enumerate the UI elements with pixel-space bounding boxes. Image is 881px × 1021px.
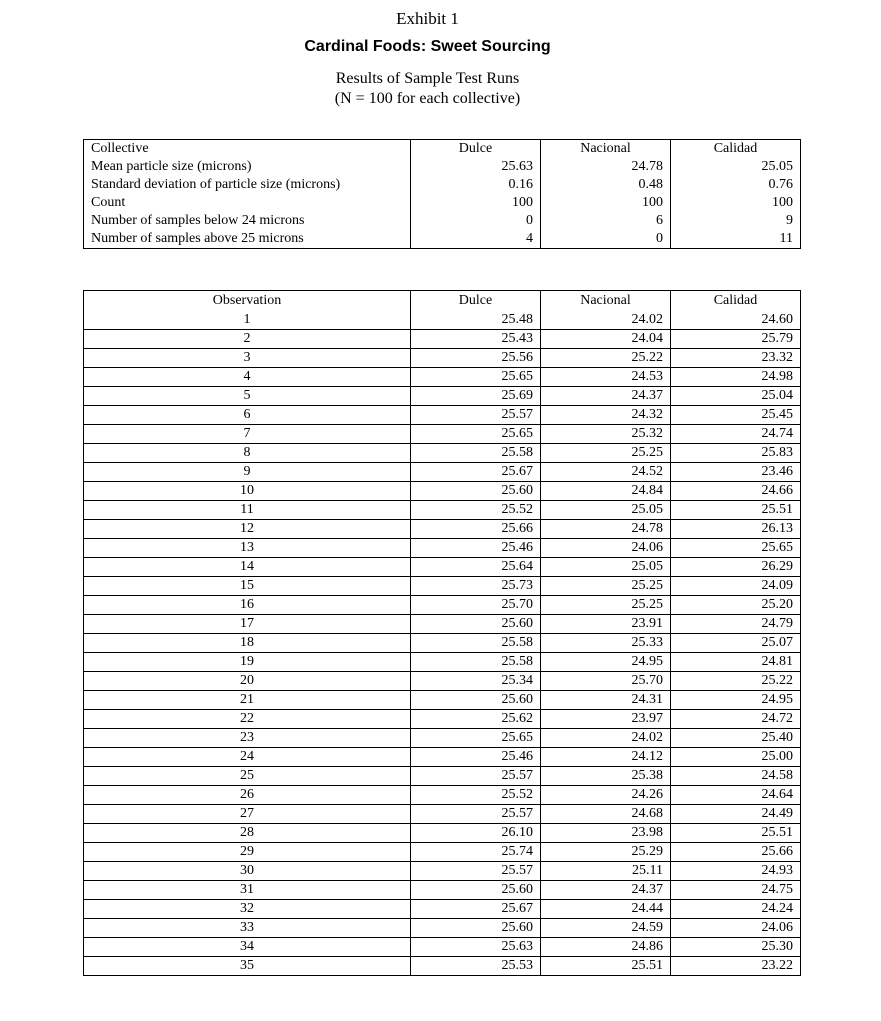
nacional-value: 24.26 — [541, 786, 671, 805]
observation-number: 7 — [84, 425, 411, 444]
calidad-value: 24.66 — [671, 482, 801, 501]
table-row — [84, 786, 801, 805]
calidad-value: 24.79 — [671, 615, 801, 634]
table-row — [84, 653, 801, 672]
table-row — [84, 520, 801, 539]
nacional-value: 25.05 — [541, 558, 671, 577]
nacional-value: 25.22 — [541, 349, 671, 368]
table-row — [84, 634, 801, 653]
summary-value-dulce: 25.63 — [411, 158, 541, 176]
summary-row-label: Number of samples below 24 microns — [84, 212, 411, 230]
nacional-value: 24.31 — [541, 691, 671, 710]
calidad-value: 24.74 — [671, 425, 801, 444]
dulce-value: 25.43 — [411, 330, 541, 349]
summary-value-dulce: 0.16 — [411, 176, 541, 194]
calidad-value: 25.40 — [671, 729, 801, 748]
nacional-value: 24.52 — [541, 463, 671, 482]
dulce-value: 25.63 — [411, 938, 541, 957]
calidad-value: 26.29 — [671, 558, 801, 577]
summary-value-dulce: 100 — [411, 194, 541, 212]
dulce-value: 25.60 — [411, 615, 541, 634]
observation-number: 26 — [84, 786, 411, 805]
calidad-value: 24.60 — [671, 311, 801, 330]
summary-value-nacional: 0.48 — [541, 176, 671, 194]
observation-number: 19 — [84, 653, 411, 672]
dulce-value: 25.57 — [411, 767, 541, 786]
summary-value-dulce: 0 — [411, 212, 541, 230]
calidad-value: 24.24 — [671, 900, 801, 919]
calidad-value: 23.22 — [671, 957, 801, 976]
table-row — [84, 938, 801, 957]
observation-number: 9 — [84, 463, 411, 482]
calidad-value: 25.07 — [671, 634, 801, 653]
summary-header-dulce: Dulce — [411, 140, 541, 159]
dulce-value: 25.66 — [411, 520, 541, 539]
table-row — [84, 596, 801, 615]
nacional-value: 24.84 — [541, 482, 671, 501]
table-row — [84, 729, 801, 748]
summary-row — [84, 212, 801, 230]
observations-header-row — [84, 291, 801, 312]
calidad-value: 26.13 — [671, 520, 801, 539]
summary-row — [84, 194, 801, 212]
summary-value-nacional: 24.78 — [541, 158, 671, 176]
table-row — [84, 311, 801, 330]
observation-number: 34 — [84, 938, 411, 957]
dulce-value: 25.56 — [411, 349, 541, 368]
nacional-value: 24.44 — [541, 900, 671, 919]
summary-row — [84, 176, 801, 194]
dulce-value: 25.46 — [411, 748, 541, 767]
table-row — [84, 577, 801, 596]
dulce-value: 25.64 — [411, 558, 541, 577]
observation-number: 8 — [84, 444, 411, 463]
observation-number: 20 — [84, 672, 411, 691]
dulce-value: 25.57 — [411, 805, 541, 824]
summary-row-label: Count — [84, 194, 411, 212]
summary-value-calidad: 0.76 — [671, 176, 801, 194]
subtitle-line-1: Results of Sample Test Runs — [335, 70, 520, 87]
nacional-value: 25.33 — [541, 634, 671, 653]
calidad-value: 24.06 — [671, 919, 801, 938]
observation-number: 3 — [84, 349, 411, 368]
observation-number: 25 — [84, 767, 411, 786]
summary-table — [83, 139, 801, 249]
calidad-value: 24.09 — [671, 577, 801, 596]
summary-row-label: Standard deviation of particle size (microns) — [84, 176, 411, 194]
nacional-value: 24.37 — [541, 881, 671, 900]
summary-value-calidad: 11 — [671, 230, 801, 249]
observation-number: 10 — [84, 482, 411, 501]
observation-number: 33 — [84, 919, 411, 938]
nacional-value: 24.37 — [541, 387, 671, 406]
table-row — [84, 672, 801, 691]
calidad-value: 24.64 — [671, 786, 801, 805]
dulce-value: 25.62 — [411, 710, 541, 729]
summary-row-label: Number of samples above 25 microns — [84, 230, 411, 249]
summary-header-label: Collective — [84, 140, 411, 159]
table-row — [84, 330, 801, 349]
calidad-value: 25.22 — [671, 672, 801, 691]
dulce-value: 25.60 — [411, 482, 541, 501]
table-row — [84, 558, 801, 577]
nacional-value: 23.91 — [541, 615, 671, 634]
dulce-value: 25.60 — [411, 881, 541, 900]
nacional-value: 24.86 — [541, 938, 671, 957]
dulce-value: 25.57 — [411, 862, 541, 881]
dulce-value: 25.57 — [411, 406, 541, 425]
nacional-value: 24.32 — [541, 406, 671, 425]
table-row — [84, 900, 801, 919]
summary-value-calidad: 25.05 — [671, 158, 801, 176]
nacional-value: 24.12 — [541, 748, 671, 767]
observation-number: 16 — [84, 596, 411, 615]
dulce-value: 26.10 — [411, 824, 541, 843]
observations-header-dulce: Dulce — [411, 291, 541, 312]
nacional-value: 25.32 — [541, 425, 671, 444]
calidad-value: 25.66 — [671, 843, 801, 862]
dulce-value: 25.34 — [411, 672, 541, 691]
nacional-value: 25.25 — [541, 596, 671, 615]
summary-value-nacional: 0 — [541, 230, 671, 249]
nacional-value: 24.06 — [541, 539, 671, 558]
table-row — [84, 406, 801, 425]
observations-header-calidad: Calidad — [671, 291, 801, 312]
observation-number: 5 — [84, 387, 411, 406]
observation-number: 29 — [84, 843, 411, 862]
observation-number: 22 — [84, 710, 411, 729]
table-row — [84, 843, 801, 862]
calidad-value: 23.32 — [671, 349, 801, 368]
table-row — [84, 710, 801, 729]
subtitle-line-2: (N = 100 for each collective) — [334, 90, 521, 107]
calidad-value: 25.51 — [671, 501, 801, 520]
observation-number: 21 — [84, 691, 411, 710]
observations-table — [83, 290, 801, 976]
summary-row-label: Mean particle size (microns) — [84, 158, 411, 176]
calidad-value: 25.65 — [671, 539, 801, 558]
dulce-value: 25.65 — [411, 729, 541, 748]
table-row — [84, 919, 801, 938]
nacional-value: 24.02 — [541, 311, 671, 330]
table-row — [84, 862, 801, 881]
table-row — [84, 805, 801, 824]
dulce-value: 25.60 — [411, 691, 541, 710]
dulce-value: 25.58 — [411, 634, 541, 653]
dulce-value: 25.67 — [411, 900, 541, 919]
summary-row — [84, 230, 801, 249]
nacional-value: 25.11 — [541, 862, 671, 881]
table-row — [84, 539, 801, 558]
calidad-value: 24.81 — [671, 653, 801, 672]
table-row — [84, 482, 801, 501]
dulce-value: 25.46 — [411, 539, 541, 558]
dulce-value: 25.73 — [411, 577, 541, 596]
calidad-value: 24.95 — [671, 691, 801, 710]
table-row — [84, 881, 801, 900]
table-row — [84, 444, 801, 463]
dulce-value: 25.52 — [411, 786, 541, 805]
calidad-value: 23.46 — [671, 463, 801, 482]
nacional-value: 23.97 — [541, 710, 671, 729]
table-row — [84, 387, 801, 406]
observation-number: 30 — [84, 862, 411, 881]
dulce-value: 25.65 — [411, 368, 541, 387]
calidad-value: 25.83 — [671, 444, 801, 463]
calidad-value: 25.45 — [671, 406, 801, 425]
calidad-value: 24.93 — [671, 862, 801, 881]
nacional-value: 24.95 — [541, 653, 671, 672]
observation-number: 1 — [84, 311, 411, 330]
dulce-value: 25.74 — [411, 843, 541, 862]
nacional-value: 25.25 — [541, 577, 671, 596]
summary-header-calidad: Calidad — [671, 140, 801, 159]
nacional-value: 24.53 — [541, 368, 671, 387]
summary-value-nacional: 6 — [541, 212, 671, 230]
observation-number: 27 — [84, 805, 411, 824]
observation-number: 14 — [84, 558, 411, 577]
calidad-value: 25.30 — [671, 938, 801, 957]
calidad-value: 25.51 — [671, 824, 801, 843]
table-row — [84, 615, 801, 634]
summary-header-row — [84, 140, 801, 159]
dulce-value: 25.58 — [411, 653, 541, 672]
observation-number: 11 — [84, 501, 411, 520]
nacional-value: 24.59 — [541, 919, 671, 938]
calidad-value: 24.49 — [671, 805, 801, 824]
nacional-value: 23.98 — [541, 824, 671, 843]
calidad-value: 25.04 — [671, 387, 801, 406]
table-row — [84, 368, 801, 387]
dulce-value: 25.65 — [411, 425, 541, 444]
dulce-value: 25.69 — [411, 387, 541, 406]
observation-number: 18 — [84, 634, 411, 653]
summary-row — [84, 158, 801, 176]
calidad-value: 24.58 — [671, 767, 801, 786]
nacional-value: 24.78 — [541, 520, 671, 539]
observations-header-nacional: Nacional — [541, 291, 671, 312]
nacional-value: 25.29 — [541, 843, 671, 862]
table-row — [84, 501, 801, 520]
nacional-value: 25.70 — [541, 672, 671, 691]
observation-number: 23 — [84, 729, 411, 748]
nacional-value: 24.68 — [541, 805, 671, 824]
nacional-value: 24.04 — [541, 330, 671, 349]
observation-number: 6 — [84, 406, 411, 425]
summary-value-dulce: 4 — [411, 230, 541, 249]
observation-number: 32 — [84, 900, 411, 919]
dulce-value: 25.48 — [411, 311, 541, 330]
dulce-value: 25.70 — [411, 596, 541, 615]
calidad-value: 24.72 — [671, 710, 801, 729]
nacional-value: 25.25 — [541, 444, 671, 463]
nacional-value: 24.02 — [541, 729, 671, 748]
table-row — [84, 767, 801, 786]
observation-number: 12 — [84, 520, 411, 539]
observation-number: 2 — [84, 330, 411, 349]
summary-value-nacional: 100 — [541, 194, 671, 212]
nacional-value: 25.05 — [541, 501, 671, 520]
observation-number: 24 — [84, 748, 411, 767]
calidad-value: 25.00 — [671, 748, 801, 767]
calidad-value: 25.20 — [671, 596, 801, 615]
nacional-value: 25.38 — [541, 767, 671, 786]
observation-number: 15 — [84, 577, 411, 596]
summary-value-calidad: 9 — [671, 212, 801, 230]
exhibit-label: Exhibit 1 — [396, 9, 459, 28]
observation-number: 28 — [84, 824, 411, 843]
observation-number: 17 — [84, 615, 411, 634]
page-title: Cardinal Foods: Sweet Sourcing — [304, 38, 551, 55]
summary-header-nacional: Nacional — [541, 140, 671, 159]
table-row — [84, 463, 801, 482]
observation-number: 31 — [84, 881, 411, 900]
table-row — [84, 957, 801, 976]
table-row — [84, 349, 801, 368]
nacional-value: 25.51 — [541, 957, 671, 976]
dulce-value: 25.52 — [411, 501, 541, 520]
observation-number: 4 — [84, 368, 411, 387]
summary-value-calidad: 100 — [671, 194, 801, 212]
table-row — [84, 748, 801, 767]
table-row — [84, 691, 801, 710]
dulce-value: 25.60 — [411, 919, 541, 938]
dulce-value: 25.67 — [411, 463, 541, 482]
table-row — [84, 425, 801, 444]
observation-number: 35 — [84, 957, 411, 976]
dulce-value: 25.53 — [411, 957, 541, 976]
calidad-value: 24.98 — [671, 368, 801, 387]
observation-number: 13 — [84, 539, 411, 558]
table-row — [84, 824, 801, 843]
calidad-value: 24.75 — [671, 881, 801, 900]
calidad-value: 25.79 — [671, 330, 801, 349]
observations-header-label: Observation — [84, 291, 411, 312]
dulce-value: 25.58 — [411, 444, 541, 463]
